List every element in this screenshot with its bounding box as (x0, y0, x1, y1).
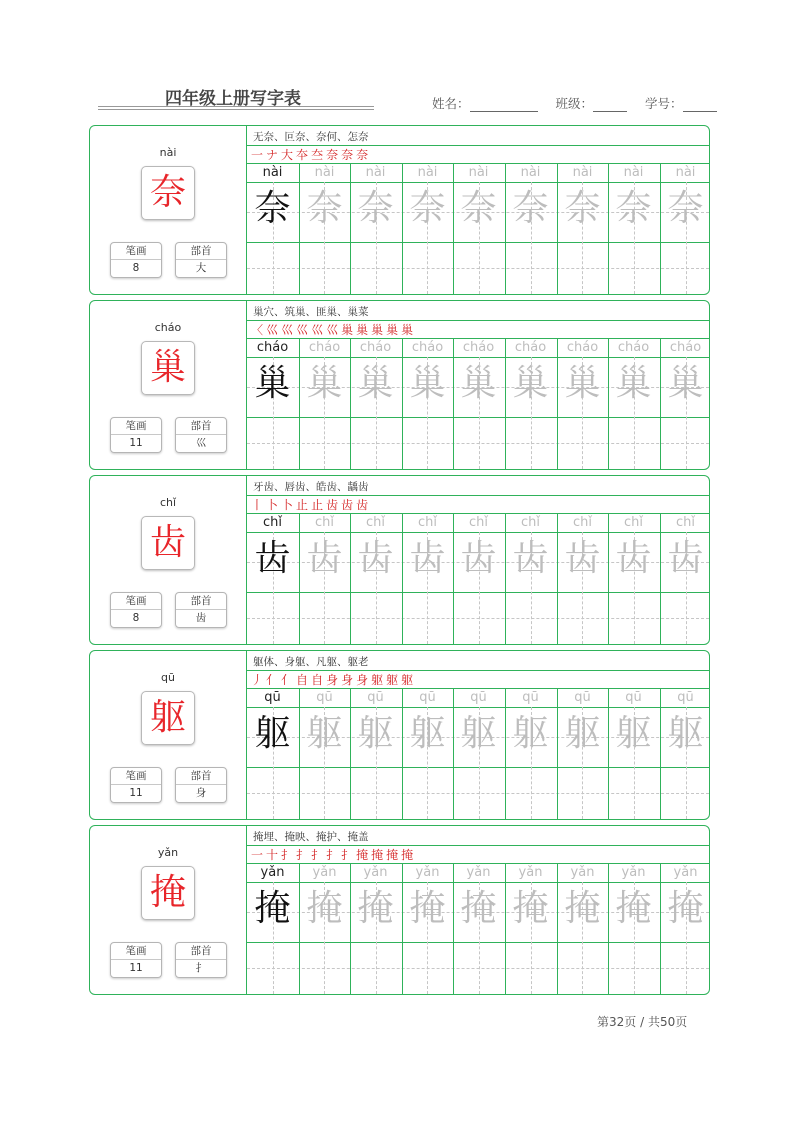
stroke-step: 奈 (356, 148, 369, 162)
stroke-step: 〈 (251, 323, 264, 337)
cell-pinyin: yǎn (673, 865, 698, 880)
cell-character: 齿 (306, 538, 343, 579)
stroke-step: 卜 (281, 498, 294, 512)
cell-character: 齿 (667, 538, 704, 579)
character-card (89, 825, 710, 995)
cell-pinyin: chǐ (366, 515, 385, 530)
radical-value: 巛 (195, 437, 207, 449)
cell-character: 巢 (409, 363, 446, 404)
practice-area (247, 126, 709, 294)
stroke-count-label: 笔画 (111, 768, 161, 785)
radical-label: 部首 (176, 943, 226, 960)
stroke-step: 巛 (281, 323, 294, 337)
radical-value: 扌 (195, 962, 207, 974)
cell-pinyin: qū (574, 690, 591, 705)
guide-line (247, 793, 709, 794)
word-examples: 牙齿、唇齿、皓齿、龋齿 (253, 481, 369, 493)
cell-character: 掩 (409, 888, 446, 929)
cell-pinyin: nài (675, 165, 696, 180)
stroke-step: 身 (326, 673, 339, 687)
word-examples: 无奈、叵奈、奈何、怎奈 (253, 131, 369, 143)
radical-value: 齿 (195, 612, 207, 624)
cell-character: 巢 (254, 363, 291, 404)
stroke-step: 巢 (341, 323, 354, 337)
stroke-step: 丨 (251, 498, 264, 512)
stroke-step: 巢 (371, 323, 384, 337)
cell-pinyin: cháo (566, 340, 599, 355)
cell-character: 巢 (306, 363, 343, 404)
page-number: 第32页 / 共50页 (597, 1015, 688, 1029)
stroke-step: 一 (251, 148, 264, 162)
stroke-step: 止 (311, 498, 324, 512)
cell-pinyin: nài (623, 165, 644, 180)
character-display: 掩 (141, 866, 195, 920)
cell-character: 躯 (512, 713, 549, 754)
cell-character: 躯 (564, 713, 601, 754)
stroke-step: 躯 (401, 673, 414, 687)
cell-character: 巢 (512, 363, 549, 404)
stroke-step: 一 (251, 848, 264, 862)
cell-character: 躯 (460, 713, 497, 754)
class-label: 班级： (555, 96, 594, 111)
cell-character: 掩 (357, 888, 394, 929)
radical-box (175, 592, 227, 628)
cell-character: 躯 (357, 713, 394, 754)
stroke-count-value: 11 (129, 787, 143, 799)
character-card (89, 650, 710, 820)
stroke-step: 掩 (401, 848, 414, 862)
stroke-step: 亻 (266, 673, 279, 687)
cell-pinyin: nài (468, 165, 489, 180)
cell-pinyin: cháo (462, 340, 495, 355)
stroke-order (251, 846, 416, 864)
stroke-step: 大 (281, 148, 294, 162)
name-field[interactable] (470, 100, 538, 112)
word-examples: 巢穴、筑巢、匪巢、巢菜 (253, 306, 369, 318)
stroke-step: 掩 (386, 848, 399, 862)
character-display: 齿 (141, 516, 195, 570)
radical-value: 身 (195, 787, 207, 799)
stroke-count-value: 11 (129, 962, 143, 974)
radical-label: 部首 (176, 418, 226, 435)
stroke-step: 掩 (371, 848, 384, 862)
cell-pinyin: cháo (411, 340, 444, 355)
radical-box (175, 417, 227, 453)
cell-pinyin: qū (625, 690, 642, 705)
cell-character: 齿 (564, 538, 601, 579)
cell-pinyin: chǐ (676, 515, 695, 530)
cell-pinyin: cháo (617, 340, 650, 355)
cell-character: 奈 (357, 188, 394, 229)
cell-pinyin: qū (367, 690, 384, 705)
stroke-count-box (110, 592, 162, 628)
grid-line (247, 707, 709, 708)
cell-character: 齿 (460, 538, 497, 579)
cell-pinyin: chǐ (573, 515, 592, 530)
guide-line (247, 968, 709, 969)
stroke-step: 夲 (296, 148, 309, 162)
character-info-panel (90, 301, 247, 469)
cell-pinyin: yǎn (621, 865, 646, 880)
cell-character: 奈 (460, 188, 497, 229)
cell-pinyin: chǐ (315, 515, 334, 530)
practice-area (247, 651, 709, 819)
title-underline (98, 106, 374, 107)
stroke-step: 巛 (326, 323, 339, 337)
stroke-step: 身 (341, 673, 354, 687)
cell-character: 躯 (306, 713, 343, 754)
radical-label: 部首 (176, 768, 226, 785)
radical-value: 大 (195, 262, 207, 274)
cell-character: 齿 (254, 538, 291, 579)
cell-character: 巢 (357, 363, 394, 404)
stroke-count-label: 笔画 (111, 943, 161, 960)
cell-character: 巢 (460, 363, 497, 404)
stroke-count-value: 11 (129, 437, 143, 449)
stroke-count-box (110, 942, 162, 978)
cell-pinyin: chǐ (469, 515, 488, 530)
cell-character: 掩 (667, 888, 704, 929)
stroke-step: ナ (266, 148, 279, 162)
cell-pinyin: qū (522, 690, 539, 705)
stroke-step: 躯 (386, 673, 399, 687)
stroke-step: 丿 (251, 673, 264, 687)
cell-character: 掩 (306, 888, 343, 929)
stroke-step: 夳 (311, 148, 324, 162)
cell-pinyin: nài (572, 165, 593, 180)
guide-line (247, 443, 709, 444)
practice-area (247, 301, 709, 469)
character-pinyin: yǎn (157, 846, 179, 859)
cell-character: 巢 (564, 363, 601, 404)
character-pinyin: nài (159, 146, 177, 159)
word-examples: 掩埋、掩映、掩护、掩盖 (253, 831, 369, 843)
cell-character: 奈 (667, 188, 704, 229)
cell-character: 奈 (409, 188, 446, 229)
page-title: 四年级上册写字表 (165, 89, 301, 109)
stroke-step: 巢 (386, 323, 399, 337)
stroke-order (251, 671, 416, 689)
guide-line (247, 618, 709, 619)
stroke-count-label: 笔画 (111, 593, 161, 610)
stroke-count-value: 8 (132, 262, 140, 274)
cell-pinyin: chǐ (521, 515, 540, 530)
character-info-panel (90, 651, 247, 819)
grid-line (247, 942, 709, 943)
stroke-step: 掩 (356, 848, 369, 862)
radical-box (175, 767, 227, 803)
cell-pinyin: qū (419, 690, 436, 705)
cell-pinyin: yǎn (518, 865, 543, 880)
cell-pinyin: cháo (669, 340, 702, 355)
character-info-panel (90, 126, 247, 294)
stroke-step: 自 (296, 673, 309, 687)
cell-character: 掩 (615, 888, 652, 929)
character-card (89, 475, 710, 645)
cell-pinyin: chǐ (263, 515, 282, 530)
cell-character: 躯 (254, 713, 291, 754)
cell-character: 奈 (254, 188, 291, 229)
cell-character: 躯 (667, 713, 704, 754)
cell-character: 奈 (564, 188, 601, 229)
character-pinyin: qū (161, 671, 175, 684)
cell-pinyin: yǎn (466, 865, 491, 880)
cell-pinyin: yǎn (570, 865, 595, 880)
cell-character: 掩 (512, 888, 549, 929)
cell-pinyin: cháo (514, 340, 547, 355)
character-info-panel (90, 826, 247, 994)
stroke-count-label: 笔画 (111, 243, 161, 260)
grid-line (247, 767, 709, 768)
title-underline-2 (98, 109, 374, 110)
cell-character: 躯 (615, 713, 652, 754)
cell-pinyin: nài (520, 165, 541, 180)
cell-pinyin: cháo (359, 340, 392, 355)
stroke-step: 扌 (281, 848, 294, 862)
stroke-step: 巛 (266, 323, 279, 337)
character-display: 躯 (141, 691, 195, 745)
stroke-step: 扌 (326, 848, 339, 862)
character-display: 奈 (141, 166, 195, 220)
cell-character: 奈 (512, 188, 549, 229)
student-fields (432, 94, 717, 112)
cell-pinyin: nài (417, 165, 438, 180)
stroke-step: 齿 (341, 498, 354, 512)
character-card (89, 125, 710, 295)
stroke-step: 巛 (311, 323, 324, 337)
cell-pinyin: qū (677, 690, 694, 705)
cell-character: 掩 (254, 888, 291, 929)
stroke-order (251, 321, 416, 339)
stroke-step: 卜 (266, 498, 279, 512)
radical-box (175, 942, 227, 978)
character-info-panel (90, 476, 247, 644)
grid-line (247, 882, 709, 883)
character-display: 巢 (141, 341, 195, 395)
stroke-step: 巢 (356, 323, 369, 337)
stroke-count-value: 8 (132, 612, 140, 624)
character-pinyin: chǐ (159, 496, 177, 509)
stroke-step: 躯 (371, 673, 384, 687)
character-pinyin: cháo (154, 321, 182, 334)
class-field[interactable] (593, 100, 627, 112)
cell-character: 齿 (512, 538, 549, 579)
grid-line (247, 182, 709, 183)
cell-character: 掩 (564, 888, 601, 929)
cell-character: 奈 (615, 188, 652, 229)
stroke-step: 止 (296, 498, 309, 512)
cell-pinyin: yǎn (312, 865, 337, 880)
stroke-step: 自 (311, 673, 324, 687)
practice-area (247, 826, 709, 994)
stroke-step: 扌 (311, 848, 324, 862)
stroke-step: 亻 (281, 673, 294, 687)
cell-pinyin: cháo (308, 340, 341, 355)
grid-line (247, 532, 709, 533)
stroke-step: 齿 (326, 498, 339, 512)
name-label: 姓名： (432, 96, 470, 111)
stroke-step: 齿 (356, 498, 369, 512)
cell-character: 齿 (409, 538, 446, 579)
grid-line (247, 592, 709, 593)
stroke-count-label: 笔画 (111, 418, 161, 435)
cell-pinyin: cháo (256, 340, 289, 355)
grid-line (247, 242, 709, 243)
stroke-step: 十 (266, 848, 279, 862)
cell-character: 巢 (615, 363, 652, 404)
stroke-count-box (110, 417, 162, 453)
stroke-step: 奈 (341, 148, 354, 162)
cell-pinyin: yǎn (415, 865, 440, 880)
cell-character: 躯 (409, 713, 446, 754)
cell-character: 奈 (306, 188, 343, 229)
stroke-order (251, 146, 371, 164)
character-card (89, 300, 710, 470)
stroke-step: 奈 (326, 148, 339, 162)
stroke-count-box (110, 767, 162, 803)
stroke-step: 身 (356, 673, 369, 687)
cell-pinyin: chǐ (418, 515, 437, 530)
cell-pinyin: qū (316, 690, 333, 705)
cell-character: 巢 (667, 363, 704, 404)
grid-line (247, 417, 709, 418)
stroke-step: 扌 (341, 848, 354, 862)
stroke-step: 巛 (296, 323, 309, 337)
cell-pinyin: nài (314, 165, 335, 180)
number-field[interactable] (683, 100, 717, 112)
stroke-order (251, 496, 371, 514)
stroke-step: 扌 (296, 848, 309, 862)
cell-pinyin: chǐ (624, 515, 643, 530)
stroke-count-box (110, 242, 162, 278)
stroke-step: 巢 (401, 323, 414, 337)
cell-pinyin: nài (262, 165, 283, 180)
cell-character: 齿 (357, 538, 394, 579)
practice-area (247, 476, 709, 644)
cell-pinyin: yǎn (363, 865, 388, 880)
word-examples: 躯体、身躯、凡躯、躯老 (253, 656, 369, 668)
cell-pinyin: qū (470, 690, 487, 705)
radical-label: 部首 (176, 593, 226, 610)
cell-character: 掩 (460, 888, 497, 929)
radical-label: 部首 (176, 243, 226, 260)
cell-character: 齿 (615, 538, 652, 579)
radical-box (175, 242, 227, 278)
cell-pinyin: qū (264, 690, 281, 705)
number-label: 学号： (645, 96, 683, 111)
cell-pinyin: yǎn (260, 865, 285, 880)
cell-pinyin: nài (365, 165, 386, 180)
grid-line (247, 357, 709, 358)
guide-line (247, 268, 709, 269)
